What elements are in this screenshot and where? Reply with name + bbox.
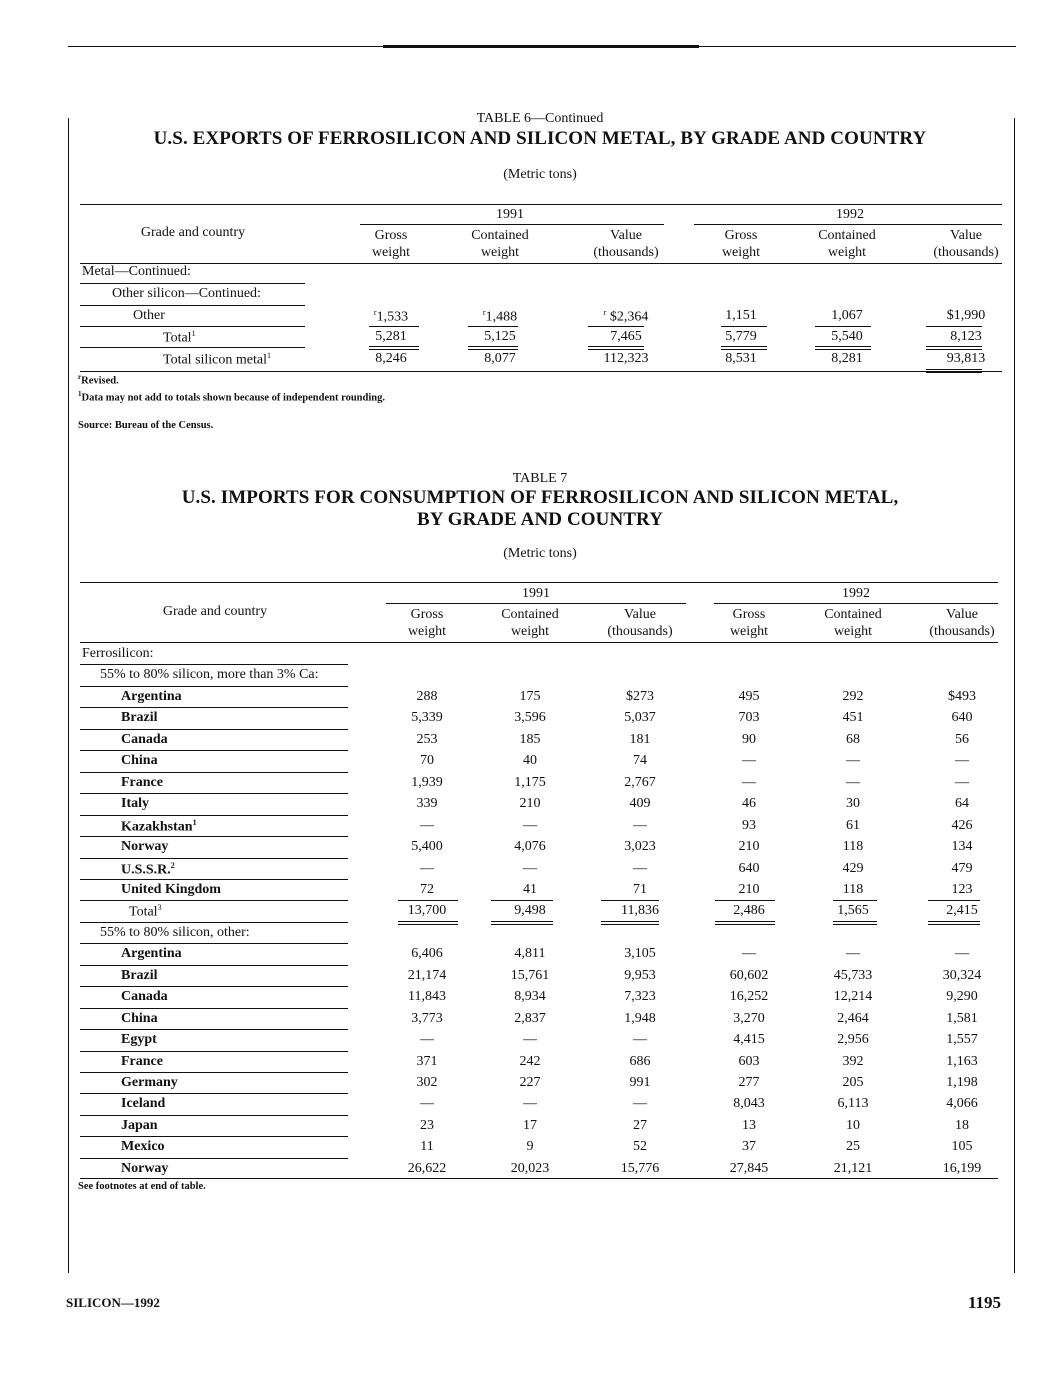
- table7-row: [0, 1094, 1056, 1115]
- table7-cell: 181: [629, 732, 651, 747]
- table7-cell: —: [955, 753, 969, 768]
- table7-h-gross-92: [709, 606, 789, 640]
- table7-cell: 302: [416, 1075, 438, 1090]
- col-label: Contained: [824, 607, 882, 622]
- table7-cell: 495: [738, 689, 760, 704]
- table7-h-gross-91: [387, 606, 467, 640]
- table7-cell: 74: [633, 753, 647, 768]
- table7-cell: 603: [738, 1054, 760, 1069]
- table7-cell: 15,776: [620, 1161, 660, 1176]
- table7-cell: 18: [955, 1118, 969, 1133]
- table7-cell: —: [633, 818, 647, 833]
- table6-cell: $^r$1,488: [482, 308, 518, 325]
- table6-cell: 7,465: [610, 329, 642, 344]
- table7-cell: 392: [842, 1054, 864, 1069]
- table7-cell: —: [846, 753, 860, 768]
- table7-cell: 9,290: [946, 989, 978, 1004]
- table7-cell: $493: [948, 689, 976, 704]
- table6-year-rule-1991: [360, 224, 664, 225]
- table6-footnote-rounding: $^1$Data may not add to totals shown because of independent rounding.: [78, 390, 385, 404]
- table7-year-1992: 1992: [842, 586, 870, 601]
- table7-total-row: [0, 901, 1056, 922]
- table7-cell: 90: [742, 732, 756, 747]
- table7-row: [0, 987, 1056, 1008]
- table7-cell: 1,198: [946, 1075, 978, 1090]
- table7-row: [0, 773, 1056, 794]
- table7-cell: —: [742, 946, 756, 961]
- table7-cell: 21,121: [833, 1161, 873, 1176]
- table7-see-footnotes: See footnotes at end of table.: [78, 1181, 206, 1192]
- table7-cell: 70: [420, 753, 434, 768]
- table7-cell: 72: [420, 882, 434, 897]
- table7-cell: 703: [738, 710, 760, 725]
- footnote-text: Revised.: [81, 375, 119, 387]
- sum-rule: [721, 326, 767, 327]
- row-label: Total silicon metal$^1$: [163, 351, 271, 368]
- table7-cell: 339: [416, 796, 438, 811]
- table7-cell: 27: [633, 1118, 647, 1133]
- table7-cell: 46: [742, 796, 756, 811]
- row-label: Other: [133, 308, 165, 323]
- table7-cell: 3,023: [624, 839, 656, 854]
- table7-cell: 1,163: [946, 1054, 978, 1069]
- table7-title-line2: BY GRADE AND COUNTRY: [416, 509, 664, 530]
- table7-row: [0, 816, 1056, 837]
- col-label: Gross: [724, 228, 758, 243]
- table7-cell: 253: [416, 732, 438, 747]
- col-label: weight: [371, 245, 411, 260]
- total-rule: [721, 346, 767, 350]
- table7-cell: 11: [420, 1139, 434, 1154]
- table7-cell: 185: [519, 732, 541, 747]
- table7-cell: 227: [519, 1075, 541, 1090]
- table6-cell: 8,246: [375, 351, 407, 366]
- col-label: Contained: [471, 228, 529, 243]
- table7-cell: 175: [519, 689, 541, 704]
- row-label: Brazil: [121, 710, 158, 725]
- table6-cell: 5,779: [725, 329, 757, 344]
- table7-h-value-91: [590, 606, 690, 640]
- table7-cell: 68: [846, 732, 860, 747]
- table7-cell: 4,066: [946, 1096, 978, 1111]
- col-label: Gross: [410, 607, 444, 622]
- table7-row: [0, 708, 1056, 729]
- table7-cell: 426: [951, 818, 973, 833]
- table7-cell: —: [633, 1032, 647, 1047]
- row-label: France: [121, 775, 163, 790]
- table6-subsection: Other silicon—Continued:: [112, 286, 261, 301]
- row-label: Brazil: [121, 968, 158, 983]
- sum-rule: [588, 326, 644, 327]
- table7-cell: 5,400: [411, 839, 443, 854]
- col-label: Gross: [374, 228, 408, 243]
- table6-cell: 8,281: [831, 351, 863, 366]
- row-label: Total$^3$: [129, 903, 162, 920]
- table7-cell: 118: [842, 882, 864, 897]
- row-label: Argentina: [121, 946, 182, 961]
- table7-cell: 991: [629, 1075, 651, 1090]
- table6-cell: 112,323: [603, 351, 649, 366]
- row-label: Germany: [121, 1075, 178, 1090]
- table7-cell: 2,464: [837, 1011, 869, 1026]
- row-label: Norway: [121, 839, 169, 854]
- table7-cell: 45,733: [833, 968, 873, 983]
- table7-cell: 205: [842, 1075, 864, 1090]
- table7-cell: 210: [519, 796, 541, 811]
- table7-cell: 2,767: [624, 775, 656, 790]
- table7-cell: —: [523, 1096, 537, 1111]
- table7-cell: —: [955, 946, 969, 961]
- col-label: (thousands): [607, 624, 673, 639]
- table7-row: [0, 859, 1056, 880]
- table6-cell: 8,077: [484, 351, 516, 366]
- table6-row: [0, 349, 1056, 370]
- table7-row: [0, 1030, 1056, 1051]
- table6-h-gross-92: [701, 227, 781, 261]
- table6-col-head: Grade and country: [140, 225, 246, 240]
- table7-cell: 409: [629, 796, 651, 811]
- col-label: (thousands): [593, 245, 659, 260]
- table7-cell: 2,486: [733, 903, 765, 918]
- table7-cell: —: [420, 818, 434, 833]
- page-number: 1195: [968, 1293, 1002, 1312]
- table7-row: [0, 944, 1056, 965]
- col-label: Gross: [732, 607, 766, 622]
- col-label: weight: [827, 245, 867, 260]
- table7-cell: 640: [951, 710, 973, 725]
- table6-cell: $^r$ $2,364: [603, 308, 649, 325]
- table6-cell: 8,123: [950, 329, 982, 344]
- group1-label: [0, 665, 1056, 686]
- table7-cell: 1,948: [624, 1011, 656, 1026]
- col-label: Value: [950, 228, 982, 243]
- row-rule: [80, 664, 348, 665]
- footnote-text: Data may not add to totals shown because of independent rounding.: [81, 392, 385, 404]
- table7-cell: 4,415: [733, 1032, 765, 1047]
- col-label: Value: [624, 607, 656, 622]
- row-label: U.S.S.R.$^2$: [121, 861, 175, 878]
- table7-cell: 16,199: [942, 1161, 982, 1176]
- table7-cell: 3,270: [733, 1011, 765, 1026]
- row-rule: [80, 326, 305, 327]
- table7-cell: 210: [738, 882, 760, 897]
- table7-cell: 7,323: [624, 989, 656, 1004]
- table7-cell: —: [633, 861, 647, 876]
- table7-year-1991: 1991: [522, 586, 550, 601]
- row-label: Kazakhstan$^1$: [121, 818, 197, 835]
- table7-cell: —: [633, 1096, 647, 1111]
- table7-row: [0, 1052, 1056, 1073]
- row-label: Japan: [121, 1118, 158, 1133]
- table6-h-gross-91: [351, 227, 431, 261]
- col-label: (thousands): [929, 624, 995, 639]
- table7-cell: 3,596: [514, 710, 546, 725]
- table6-cell: 93,813: [946, 351, 986, 366]
- table7-cell: 2,956: [837, 1032, 869, 1047]
- table7-cell: 20,023: [510, 1161, 550, 1176]
- table7-cell: 93: [742, 818, 756, 833]
- table7-cell: 4,811: [514, 946, 546, 961]
- row-label: United Kingdom: [121, 882, 221, 897]
- table7-cell: 21,174: [407, 968, 447, 983]
- table7-cell: 23: [420, 1118, 434, 1133]
- table7-col-head: Grade and country: [162, 604, 268, 619]
- col-label: Value: [610, 228, 642, 243]
- col-label: weight: [480, 245, 520, 260]
- table7-cell: 11,843: [408, 989, 446, 1004]
- row-label: Italy: [121, 796, 149, 811]
- table7-cell: 210: [738, 839, 760, 854]
- table7-cell: 1,939: [411, 775, 443, 790]
- table6-header-rule: [80, 263, 1002, 264]
- table7-cell: 277: [738, 1075, 760, 1090]
- table7-caption: TABLE 7: [512, 471, 568, 486]
- col-label: weight: [729, 624, 769, 639]
- table7-title-line1: U.S. IMPORTS FOR CONSUMPTION OF FERROSILICON AND SILICON METAL,: [181, 487, 899, 508]
- table7-row: [0, 837, 1056, 858]
- table7-cell: 5,037: [624, 710, 656, 725]
- row-label: China: [121, 1011, 158, 1026]
- table7-cell: 61: [846, 818, 860, 833]
- col-label: weight: [407, 624, 447, 639]
- row-label: Total$^1$: [163, 329, 196, 346]
- total-rule: [468, 346, 518, 350]
- table7-cell: —: [846, 946, 860, 961]
- row-rule: [80, 347, 305, 348]
- table7-year-rule-1992: [714, 603, 998, 604]
- table6-footnote-revised: $^r$Revised.: [78, 373, 119, 387]
- group2-label: [0, 923, 1056, 944]
- table7-cell: 479: [951, 861, 973, 876]
- row-label: Argentina: [121, 689, 182, 704]
- top-rule-thick: [383, 45, 699, 48]
- table7-row: [0, 1073, 1056, 1094]
- table6-year-rule-1992: [694, 224, 1002, 225]
- table7-year-rule-1991: [386, 603, 686, 604]
- table7-cell: 17: [523, 1118, 537, 1133]
- sum-rule: [815, 326, 871, 327]
- table7-h-value-92: [912, 606, 1012, 640]
- row-rule: [80, 283, 305, 284]
- running-footer: SILICON—1992: [66, 1295, 160, 1310]
- table7-cell: —: [523, 818, 537, 833]
- table7-cell: —: [420, 861, 434, 876]
- table6-section: Metal—Continued:: [82, 264, 191, 279]
- table7-cell: 105: [951, 1139, 973, 1154]
- col-label: Contained: [818, 228, 876, 243]
- table7-cell: 26,622: [407, 1161, 447, 1176]
- table6-bottom-rule: [80, 371, 1002, 372]
- table7-bottom-rule: [80, 1178, 998, 1179]
- table7-cell: 118: [842, 839, 864, 854]
- table7-row: [0, 880, 1056, 901]
- table7-cell: 30: [846, 796, 860, 811]
- col-label: weight: [721, 245, 761, 260]
- table7-cell: —: [420, 1032, 434, 1047]
- table7-cell: 56: [955, 732, 969, 747]
- table7-cell: 37: [742, 1139, 756, 1154]
- table7-cell: 640: [738, 861, 760, 876]
- row-label: Canada: [121, 989, 168, 1004]
- table7-cell: —: [420, 1096, 434, 1111]
- table6-cell: 1,067: [831, 308, 863, 323]
- table6-row: [0, 306, 1056, 327]
- table7-section: [0, 644, 1056, 665]
- table6-cell: 5,125: [484, 329, 516, 344]
- row-label: Egypt: [121, 1032, 157, 1047]
- table7-cell: 27,845: [729, 1161, 769, 1176]
- table7-row: [0, 751, 1056, 772]
- table7-cell: 5,339: [411, 710, 443, 725]
- table7-cell: —: [846, 775, 860, 790]
- sum-rule: [468, 326, 518, 327]
- table7-cell: 3,105: [624, 946, 656, 961]
- table7-cell: 71: [633, 882, 647, 897]
- table6-title: U.S. EXPORTS OF FERROSILICON AND SILICON METAL, BY GRADE AND COUNTRY: [153, 128, 927, 149]
- col-label: Value: [946, 607, 978, 622]
- total-rule: [588, 346, 644, 350]
- table7-cell: 134: [951, 839, 973, 854]
- table6-year-1992: 1992: [836, 207, 864, 222]
- table7-row: [0, 1137, 1056, 1158]
- table7-cell: 6,113: [837, 1096, 869, 1111]
- group-label: 55% to 80% silicon, other:: [100, 925, 250, 940]
- table7-cell: 9,953: [624, 968, 656, 983]
- table7-row: [0, 730, 1056, 751]
- table7-cell: 30,324: [942, 968, 982, 983]
- table6-cell: 1,151: [725, 308, 757, 323]
- table7-cell: 2,837: [514, 1011, 546, 1026]
- table6-h-value-92: [916, 227, 1016, 261]
- table7-h-contained-92: [803, 606, 903, 640]
- table7-cell: 10: [846, 1118, 860, 1133]
- table7-cell: 3,773: [411, 1011, 443, 1026]
- table7-unit: (Metric tons): [503, 546, 577, 561]
- table7-row: [0, 1116, 1056, 1137]
- table7-row: [0, 966, 1056, 987]
- table7-row: [0, 1159, 1056, 1180]
- table7-cell: 9,498: [514, 903, 546, 918]
- table7-cell: 8,043: [733, 1096, 765, 1111]
- row-label: France: [121, 1054, 163, 1069]
- table6-h-contained-92: [797, 227, 897, 261]
- table7-cell: 371: [416, 1054, 438, 1069]
- table7-cell: 13,700: [407, 903, 447, 918]
- row-label: Canada: [121, 732, 168, 747]
- table7-row: [0, 1009, 1056, 1030]
- sum-rule: [369, 326, 419, 327]
- table7-cell: 1,557: [946, 1032, 978, 1047]
- table6-row: [0, 327, 1056, 348]
- table7-cell: 292: [842, 689, 864, 704]
- sum-rule: [926, 326, 982, 327]
- table7-h-contained-91: [480, 606, 580, 640]
- table6-cell: $1,990: [946, 308, 986, 323]
- table7-cell: 2,415: [946, 903, 978, 918]
- table7-cell: 451: [842, 710, 864, 725]
- col-label: weight: [510, 624, 550, 639]
- table7-cell: 16,252: [729, 989, 769, 1004]
- table7-cell: 25: [846, 1139, 860, 1154]
- table7-top-rule: [80, 582, 998, 583]
- table7-row: [0, 687, 1056, 708]
- table6-unit: (Metric tons): [503, 167, 577, 182]
- table7-cell: —: [955, 775, 969, 790]
- row-label: Norway: [121, 1161, 169, 1176]
- table7-cell: $273: [626, 689, 654, 704]
- table7-cell: 41: [523, 882, 537, 897]
- table7-cell: 1,581: [946, 1011, 978, 1026]
- table6-h-value-91: [576, 227, 676, 261]
- table7-cell: 4,076: [514, 839, 546, 854]
- table6-source: Source: Bureau of the Census.: [78, 420, 214, 431]
- table7-cell: 1,175: [514, 775, 546, 790]
- table7-cell: 123: [951, 882, 973, 897]
- table7-cell: —: [523, 861, 537, 876]
- section-label: Ferrosilicon:: [82, 646, 154, 661]
- table7-cell: —: [742, 753, 756, 768]
- col-label: Contained: [501, 607, 559, 622]
- table7-cell: 6,406: [411, 946, 443, 961]
- table6-caption: TABLE 6—Continued: [476, 111, 604, 126]
- table7-row: [0, 794, 1056, 815]
- table6-cell: 5,281: [375, 329, 407, 344]
- table7-cell: 40: [523, 753, 537, 768]
- table7-cell: 429: [842, 861, 864, 876]
- table7-cell: 13: [742, 1118, 756, 1133]
- table6-cell: 8,531: [725, 351, 757, 366]
- table7-cell: 242: [519, 1054, 541, 1069]
- table6-year-1991: 1991: [496, 207, 524, 222]
- table7-cell: 11,836: [621, 903, 659, 918]
- table6-cell: 5,540: [831, 329, 863, 344]
- total-rule: [815, 346, 871, 350]
- row-rule: [80, 922, 348, 923]
- row-label: Mexico: [121, 1139, 165, 1154]
- table7-cell: 686: [629, 1054, 651, 1069]
- table7-cell: 52: [633, 1139, 647, 1154]
- group-label: 55% to 80% silicon, more than 3% Ca:: [100, 667, 319, 682]
- table6-cell: $^r$1,533: [373, 308, 409, 325]
- col-label: weight: [833, 624, 873, 639]
- table7-cell: 15,761: [510, 968, 550, 983]
- row-label: China: [121, 753, 158, 768]
- table7-cell: —: [523, 1032, 537, 1047]
- table7-cell: 1,565: [837, 903, 869, 918]
- table7-cell: 8,934: [514, 989, 546, 1004]
- table7-cell: —: [742, 775, 756, 790]
- row-label: Iceland: [121, 1096, 166, 1111]
- col-label: (thousands): [933, 245, 999, 260]
- total-rule: [369, 346, 419, 350]
- table6-h-contained-91: [450, 227, 550, 261]
- table7-cell: 64: [955, 796, 969, 811]
- table7-cell: 12,214: [833, 989, 873, 1004]
- table7-cell: 9: [526, 1139, 534, 1154]
- total-rule: [926, 346, 982, 350]
- table7-cell: 60,602: [729, 968, 769, 983]
- table7-cell: 288: [416, 689, 438, 704]
